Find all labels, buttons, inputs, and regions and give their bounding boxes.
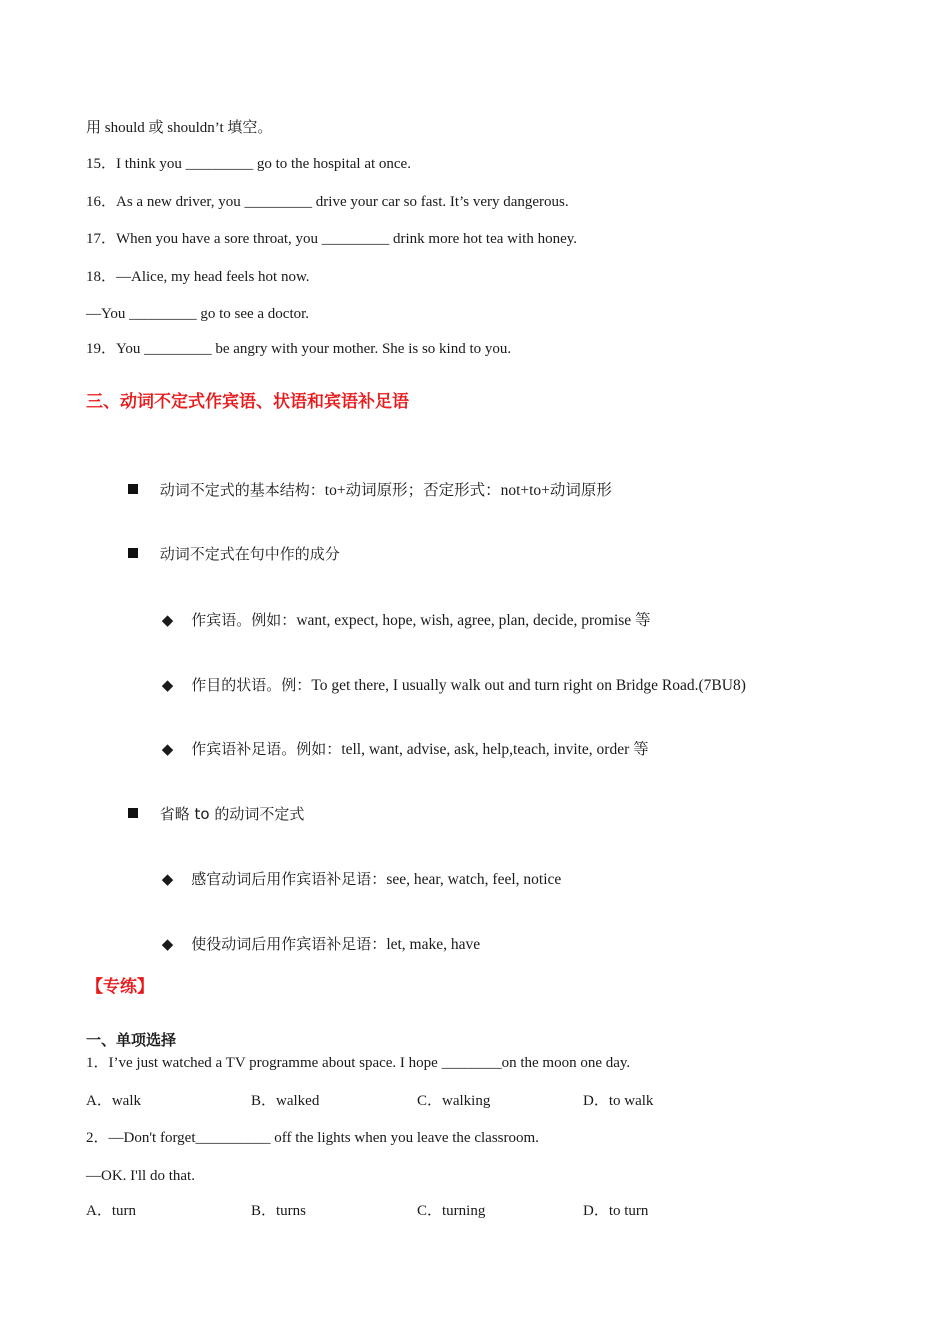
bullet-label: 动词不定式在句中作的成分 (159, 545, 340, 563)
bullet-text: to+动词原形；否定形式：not+to+动词原形 (324, 482, 612, 499)
instruction-text: 用 should 或 shouldn’t 填空。 (86, 120, 273, 136)
subhead-multiple-choice: 一、单项选择 (86, 1031, 177, 1049)
section-title: 三、动词不定式作宾语、状语和宾语补足语 (86, 392, 409, 412)
question-18-reply: —You _________ go to see a doctor. (86, 306, 310, 322)
bullet-label: 使役动词后用作宾语补足语： (191, 935, 387, 953)
diamond-bullet-icon: ◆ (161, 935, 174, 953)
option-c: C．walking (417, 1093, 491, 1109)
bullet-sentence-roles (120, 521, 340, 566)
bullet-text: want, expect, hope, wish, agree, plan, decide, promise 等 (296, 612, 651, 629)
square-bullet-icon (128, 808, 138, 818)
question-2-stem: 2．—Don't forget__________ off the lights when you leave the classroom. (86, 1130, 539, 1146)
bullet-as-object-complement (154, 716, 649, 761)
option-a: A．walk (86, 1093, 141, 1109)
option-a: A．turn (86, 1203, 136, 1219)
question-16: 16．As a new driver, you _________ drive your car so fast. It’s very dangerous. (86, 194, 569, 210)
question-2-options (86, 1201, 806, 1221)
question-17: 17．When you have a sore throat, you _________ drink more hot tea with honey. (86, 231, 578, 247)
bullet-as-purpose-adverbial (154, 652, 746, 697)
option-c: C．turning (417, 1203, 486, 1219)
square-bullet-icon (128, 484, 138, 494)
square-bullet-icon (128, 548, 138, 558)
question-18: 18．—Alice, my head feels hot now. (86, 269, 310, 285)
bullet-basic-structure (120, 457, 612, 502)
practice-title: 【专练】 (86, 977, 154, 997)
bullet-omit-to (120, 781, 304, 826)
bullet-text: tell, want, advise, ask, help,teach, invite, order 等 (341, 741, 649, 758)
diamond-bullet-icon: ◆ (161, 740, 174, 758)
diamond-bullet-icon: ◆ (161, 611, 174, 629)
bullet-label: 作目的状语。例： (191, 676, 312, 694)
question-2-reply: —OK. I'll do that. (86, 1168, 195, 1184)
option-b: B．walked (251, 1093, 320, 1109)
bullet-label: 作宾语。例如： (191, 611, 297, 629)
diamond-bullet-icon: ◆ (161, 676, 174, 694)
question-15: 15．I think you _________ go to the hospital at once. (86, 156, 411, 172)
bullet-text: see, hear, watch, feel, notice (386, 871, 562, 888)
bullet-label: 省略 to 的动词不定式 (159, 805, 305, 823)
question-19: 19．You _________ be angry with your mother. She is so kind to you. (86, 341, 512, 357)
bullet-text: To get there, I usually walk out and turn right on Bridge Road.(7BU8) (311, 677, 746, 694)
bullet-label: 动词不定式的基本结构： (159, 481, 325, 499)
option-d: D．to walk (583, 1093, 654, 1109)
bullet-text: let, make, have (386, 936, 481, 953)
diamond-bullet-icon: ◆ (161, 870, 174, 888)
question-1-options (86, 1091, 806, 1111)
bullet-as-object (154, 587, 651, 632)
bullet-causative-verbs (154, 911, 480, 956)
option-d: D．to turn (583, 1203, 649, 1219)
question-1-stem: 1．I’ve just watched a TV programme about space. I hope ________on the moon one day. (86, 1055, 631, 1071)
bullet-label: 作宾语补足语。例如： (191, 740, 342, 758)
option-b: B．turns (251, 1203, 307, 1219)
bullet-label: 感官动词后用作宾语补足语： (191, 870, 387, 888)
bullet-sense-verbs (154, 846, 561, 891)
